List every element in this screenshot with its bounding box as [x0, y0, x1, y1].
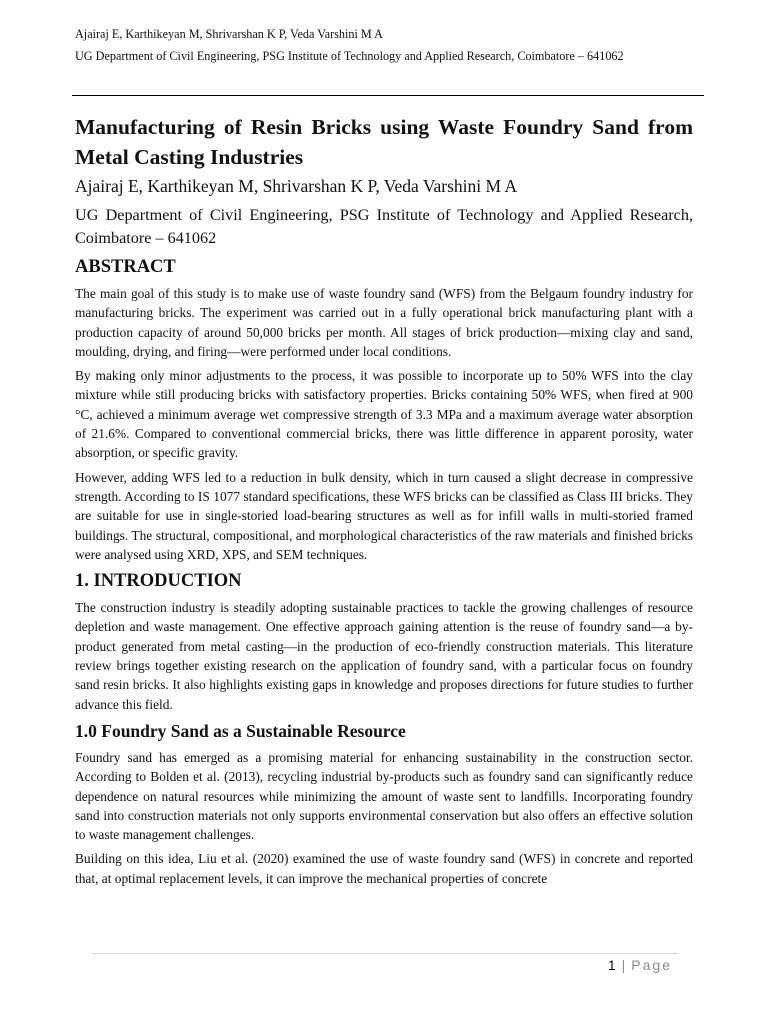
section-paragraph: Building on this idea, Liu et al. (2020) examined the use of waste foundry sand (WFS) in concrete and reported that, at optimal replacement levels, it can improve the mechanical properties of concrete	[75, 851, 693, 886]
introduction-paragraph: The construction industry is steadily adopting sustainable practices to tackle the growing challenges of resource depletion and waste management. One effective approach gaining attention is the reuse of foundry sand—a by-product generated from metal casting—in the production of eco-friendly construction materials. This literature review brings together existing research on the application of foundry sand, with a particular focus on foundry sand resin bricks. It also highlights existing gaps in knowledge and proposes directions for future studies to further advance this field.	[75, 600, 693, 712]
introduction-section	[75, 569, 693, 714]
abstract-paragraph: However, adding WFS led to a reduction in bulk density, which in turn caused a slight decrease in compressive strength. According to IS 1077 standard specifications, these WFS bricks can be classified as Class III bricks. They are suitable for use in single-storied load-bearing structures as well as for infill walls in multi-storied framed buildings. The structural, compositional, and morphological characteristics of the raw materials and finished bricks were analysed using XRD, XPS, and SEM techniques.	[75, 469, 693, 562]
header-rule	[72, 95, 704, 96]
page-number: 1	[607, 957, 616, 973]
footer-rule	[92, 953, 678, 954]
author-list: Ajairaj E, Karthikeyan M, Shrivarshan K P, Veda Varshini M A	[75, 176, 518, 196]
paper-title: Manufacturing of Resin Bricks using Waste Foundry Sand from Metal Casting Industries	[75, 115, 693, 169]
running-head-affiliation: UG Department of Civil Engineering, PSG Institute of Technology and Applied Research, Coimbatore – 641062	[75, 49, 624, 63]
abstract-paragraph: By making only minor adjustments to the process, it was possible to incorporate up to 50% WFS into the clay mixture while still producing bricks with satisfactory properties. Bricks containing 50% WFS, when fired at 900 °C, achieved a minimum average wet compressive strength of 3.3 MPa and a maximum average water absorption of 21.6%. Compared to conventional commercial bricks, there was little difference in apparent porosity, water absorption, or specific gravity.	[75, 368, 693, 461]
footer-separator: |	[621, 957, 626, 973]
page-footer	[608, 957, 672, 973]
paper-body	[75, 255, 693, 893]
running-head	[75, 26, 693, 64]
introduction-heading: 1. INTRODUCTION	[75, 571, 242, 592]
page-label: Page	[631, 957, 672, 973]
running-head-authors: Ajairaj E, Karthikeyan M, Shrivarshan K P, Veda Varshini M A	[75, 27, 383, 41]
section-heading: 1.0 Foundry Sand as a Sustainable Resource	[75, 720, 406, 741]
author-affiliation: UG Department of Civil Engineering, PSG Institute of Technology and Applied Research, Coimbatore – 641062	[75, 206, 693, 247]
section-paragraph: Foundry sand has emerged as a promising material for enhancing sustainability in the construction sector. According to Bolden et al. (2013), recycling industrial by-products such as foundry sand can significantly reduce dependence on natural resources while minimizing the amount of waste sent to landfills. Incorporating foundry sand into construction materials not only supports environmental conservation but also offers an effective solution to waste management challenges.	[75, 749, 693, 843]
abstract-paragraph: The main goal of this study is to make use of waste foundry sand (WFS) from the Belgaum foundry industry for manufacturing bricks. The experiment was carried out in a fully operational brick manufacturing plant with a production capacity of around 50,000 bricks per month. All stages of brick production—mixing clay and sand, moulding, drying, and firing—were performed under local conditions.	[75, 286, 693, 359]
abstract-heading: ABSTRACT	[75, 257, 176, 277]
abstract-section	[75, 255, 693, 564]
foundry-sand-section	[75, 719, 693, 888]
